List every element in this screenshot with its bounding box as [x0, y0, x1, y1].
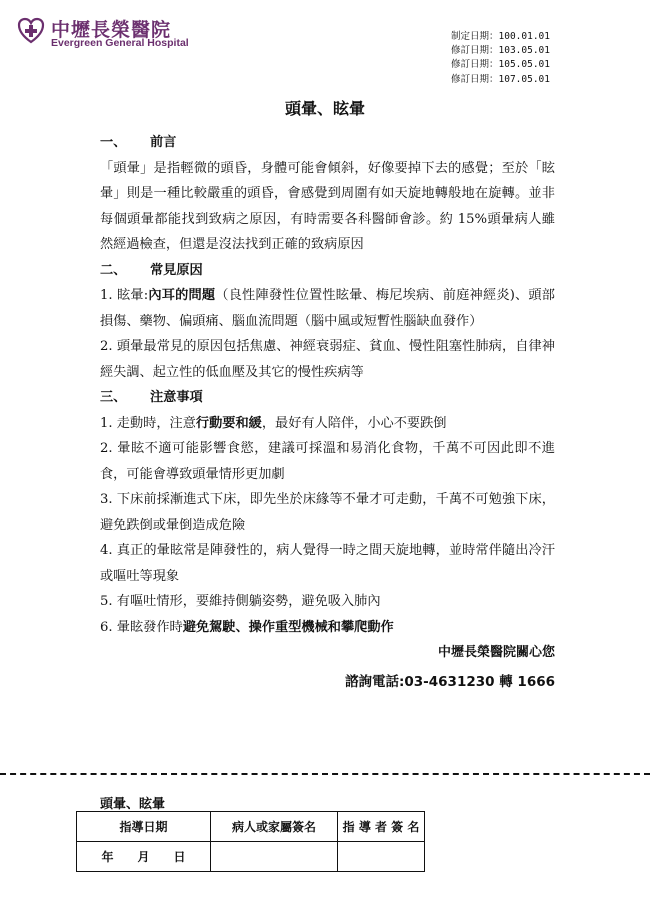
header-instructor-signature: 指 導 者 簽 名	[338, 812, 425, 842]
patient-signature-field[interactable]	[211, 842, 338, 872]
precaution-emphasis: 行動要和緩	[195, 415, 262, 431]
precaution-prefix: 6. 暈眩發作時	[100, 619, 183, 635]
section-heading-causes	[100, 258, 555, 284]
section-heading-precautions	[100, 385, 555, 411]
slip-title: 頭暈、眩暈	[100, 797, 166, 812]
date-line: 修訂日期：103.05.01	[451, 45, 550, 57]
cut-line	[0, 773, 650, 775]
section-heading-preface	[100, 130, 555, 156]
cause-item: 2. 頭暈最常見的原因包括焦慮、神經衰弱症、貧血、慢性阻塞性肺病，自律神經失調、起立性的低血壓及其它的慢性疾病等	[100, 339, 555, 380]
section-title: 前言	[150, 135, 177, 150]
precaution-emphasis: 避免駕駛、操作重型機械和攀爬動作	[182, 619, 394, 635]
section-title: 注意事項	[150, 390, 203, 405]
section-title: 常見原因	[150, 262, 203, 278]
hospital-emblem-icon	[17, 17, 45, 45]
date-field[interactable]: 年 月 日	[77, 842, 211, 872]
signature-line: 中壢長榮醫院關心您	[437, 645, 555, 660]
hospital-name-cn: 中壢長榮醫院	[51, 19, 172, 41]
cause-prefix: 1. 眩暈:	[100, 288, 149, 303]
date-line: 修訂日期：107.05.01	[451, 73, 550, 85]
instructor-signature-field[interactable]	[338, 842, 425, 872]
cause-emphasis: 內耳的問題	[148, 288, 216, 303]
document-body	[100, 130, 555, 695]
instruction-slip-table	[76, 811, 425, 872]
precaution-item: 5. 有嘔吐情形，要維持側躺姿勢，避免吸入肺內	[100, 594, 381, 609]
table-row	[77, 842, 425, 872]
table-row	[77, 812, 425, 842]
precaution-item	[100, 411, 555, 437]
hospital-name-en: Evergreen General Hospital	[51, 37, 189, 49]
hospital-logo	[17, 15, 197, 47]
header-patient-signature: 病人或家屬簽名	[211, 812, 338, 842]
date-line: 修訂日期：105.05.01	[451, 59, 550, 71]
date-line: 制定日期：100.01.01	[451, 31, 550, 42]
section-number: 二、	[100, 262, 127, 278]
precaution-item: 2. 暈眩不適可能影響食慾，建議可採溫和易消化食物，千萬不可因此即不進食，可能會導致頭暈情形更加劇	[100, 441, 555, 482]
preface-paragraph: 「頭暈」是指輕微的頭昏，身體可能會傾斜，好像要掉下去的感覺；至於「眩暈」則是一種比較嚴重的頭昏，會感覺到周圍有如天旋地轉般地在旋轉。並非每個頭暈都能找到致病之原因，有時需要各科醫師會診。約 15%頭暈病人雖然經過檢查，但還是沒法找到正確的致病原因	[100, 160, 555, 252]
precaution-detail: ，最好有人陪伴，小心不要跌倒	[261, 415, 447, 431]
precaution-item: 3. 下床前採漸進式下床，即先坐於床緣等不暈才可走動，千萬不可勉強下床，避免跌倒或暈倒造成危險	[100, 492, 555, 533]
document-title: 頭暈、眩暈	[284, 99, 365, 118]
precaution-prefix: 1. 走動時，注意	[100, 415, 196, 431]
precaution-item	[100, 615, 555, 641]
section-number: 一、	[100, 135, 127, 150]
precaution-item: 4. 真正的暈眩常是陣發性的，病人覺得一時之間天旋地轉，並時常伴隨出冷汗或嘔吐等現象	[100, 543, 555, 584]
section-number: 三、	[100, 390, 127, 405]
cause-detail: （良性陣發性位置性眩暈、梅尼埃病、前庭神經炎)、頭部損傷、藥物、偏頭痛、腦血流問題（腦中風或短暫性腦缺血發作）	[100, 288, 555, 329]
revision-dates	[451, 30, 550, 87]
header-guidance-date: 指導日期	[77, 812, 211, 842]
cause-item	[100, 283, 555, 334]
contact-line: 諮詢電話:03-4631230 轉 1666	[344, 673, 555, 690]
